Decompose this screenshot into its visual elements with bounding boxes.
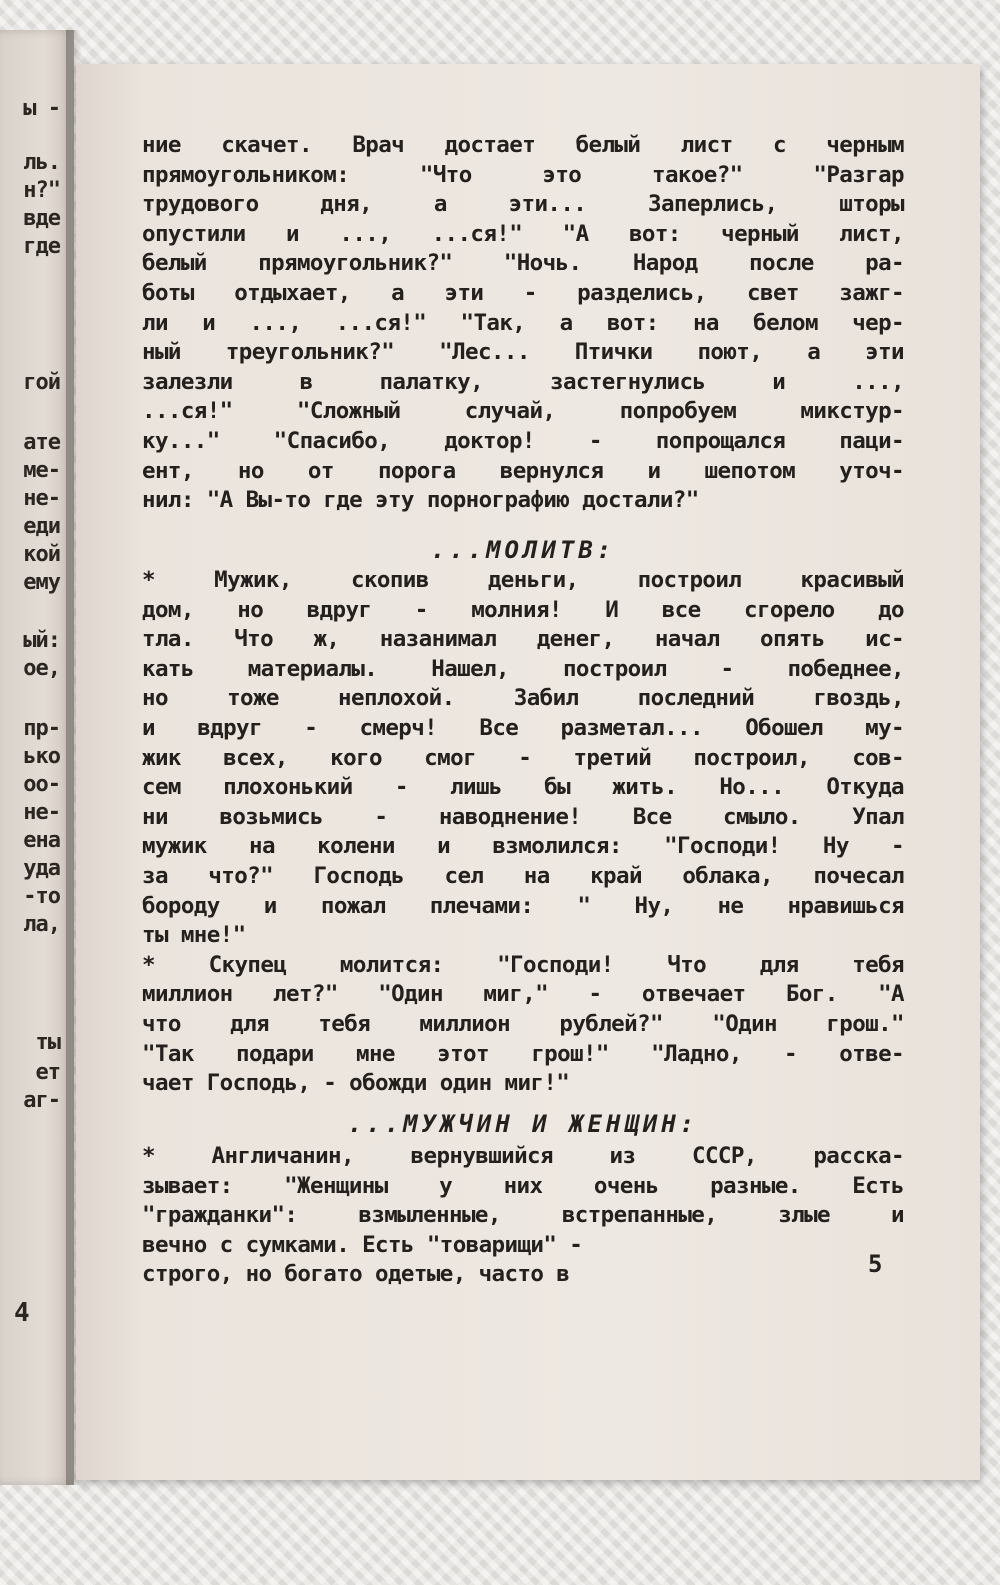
text-line: опустили и ..., ...ся!" "А вот: черный лист, [142,220,904,247]
left-page-edge [0,30,74,1485]
text-line: "Так подари мне этот грош!" "Ладно, - отве- [142,1040,904,1067]
text-line: прямоугольником: "Что это такое?" "Разгар [142,161,904,188]
text-line: бороду и пожал плечами: " Ну, не нравишься [142,892,904,919]
section-heading-men-women: ...МУЖЧИН И ЖЕНЩИН: [347,1110,699,1138]
text-line: ...ся!" "Сложный случай, попробуем микстур- [142,398,904,425]
left-page-text-fragment: н?" [23,178,60,203]
left-page-text-fragment: не- [23,486,60,511]
left-page-text-fragment: ль. [23,150,60,175]
left-page-text-fragment: пр- [23,716,60,741]
text-line: жик всех, кого смог - третий построил, сов- [142,744,904,771]
left-page-text-fragment: ет [35,1060,60,1085]
left-page-number: 4 [14,1298,30,1328]
left-page-text-fragment: ате [23,430,60,455]
left-page-text-fragment: ему [23,570,60,595]
left-page-text-fragment: -то [23,884,60,909]
section-heading-prayers: ...МОЛИТВ: [430,536,616,564]
page-number: 5 [868,1250,883,1278]
text-line: кать материалы. Нашел, построил - победнее, [142,655,904,682]
text-line: что для тебя миллион рублей?" "Один грош." [142,1010,904,1037]
left-page-text-fragment: оо- [23,772,60,797]
left-page-text-fragment: где [23,234,60,259]
text-line: строго, но богато одетые, часто в [142,1261,570,1288]
text-line: трудового дня, а эти... Заперлись, шторы [142,191,904,218]
text-line: вечно с сумками. Есть "товарищи" - [142,1231,583,1258]
left-page-text-fragment: ена [23,828,60,853]
joke-block-3 [142,1142,904,1290]
text-line: миллион лет?" "Один миг," - отвечает Бог. "А [142,981,904,1008]
left-page-text-fragment: не- [23,800,60,825]
left-page-text-fragment: гой [23,370,60,395]
text-line: ты мне!" [142,922,246,949]
left-page-text-fragment: уда [23,856,60,881]
text-line: за что?" Господь сел на край облака, почесал [142,862,904,889]
text-line: * Англичанин, вернувшийся из СССР, расска- [142,1143,904,1169]
text-line: * Скупец молится: "Господи! Что для тебя [142,951,904,978]
text-line: дом, но вдруг - молния! И все сгорело до [142,596,904,623]
text-line: ент, но от порога вернулся и шепотом уточ- [142,457,904,484]
text-line: залезли в палатку, застегнулись и ..., [142,368,904,395]
text-line: * Мужик, скопив деньги, построил красивый [142,567,904,593]
left-page-text-fragment: вде [23,206,60,231]
text-line: боты отдыхает, а эти - разделись, свет зажг- [142,279,904,306]
left-page-text-fragment: еди [23,514,60,539]
text-line: белый прямоугольник?" "Ночь. Народ после ра- [142,250,904,277]
text-line: зывает: "Женщины у них очень разные. Есть [142,1172,904,1199]
joke-block-1 [142,131,904,516]
left-page-text-fragment: ты [35,1030,60,1055]
text-line: ку..." "Спасибо, доктор! - попрощался паци- [142,427,904,454]
left-page-text-fragment: ый: [23,628,60,653]
text-line: мужик на колени и взмолился: "Господи! Ну - [142,833,904,860]
text-line: ни возьмись - наводнение! Все смыло. Упал [142,803,904,830]
text-line: тла. Что ж, назанимал денег, начал опять ис- [142,626,904,653]
text-line: ние скачет. Врач достает белый лист с черным [142,132,904,158]
left-page-text-fragment: ько [23,744,60,769]
left-page-text-fragment: ы - [23,96,60,121]
text-line: чает Господь, - обожди один миг!" [142,1070,570,1097]
left-page-text-fragment: кой [23,542,60,567]
left-page-text-fragment: ла, [23,912,60,937]
text-line: и вдруг - смерч! Все разметал... Обошел му- [142,714,904,741]
text-line: "гражданки": взмыленные, встрепанные, злые и [142,1202,904,1229]
joke-block-2 [142,566,904,1099]
text-line: нил: "А Вы-то где эту порнографию достали?" [142,487,699,514]
left-page-text-fragment: ме- [23,458,60,483]
left-page-text-fragment: аг- [23,1088,60,1113]
text-line: ный треугольник?" "Лес... Птички поют, а эти [142,339,904,366]
text-line: сем плохонький - лишь бы жить. Но... Откуда [142,774,904,801]
text-line: но тоже неплохой. Забил последний гвоздь, [142,685,904,712]
text-line: ли и ..., ...ся!" "Так, а вот: на белом чер- [142,309,904,336]
left-page-text-fragment: ое, [23,656,60,681]
